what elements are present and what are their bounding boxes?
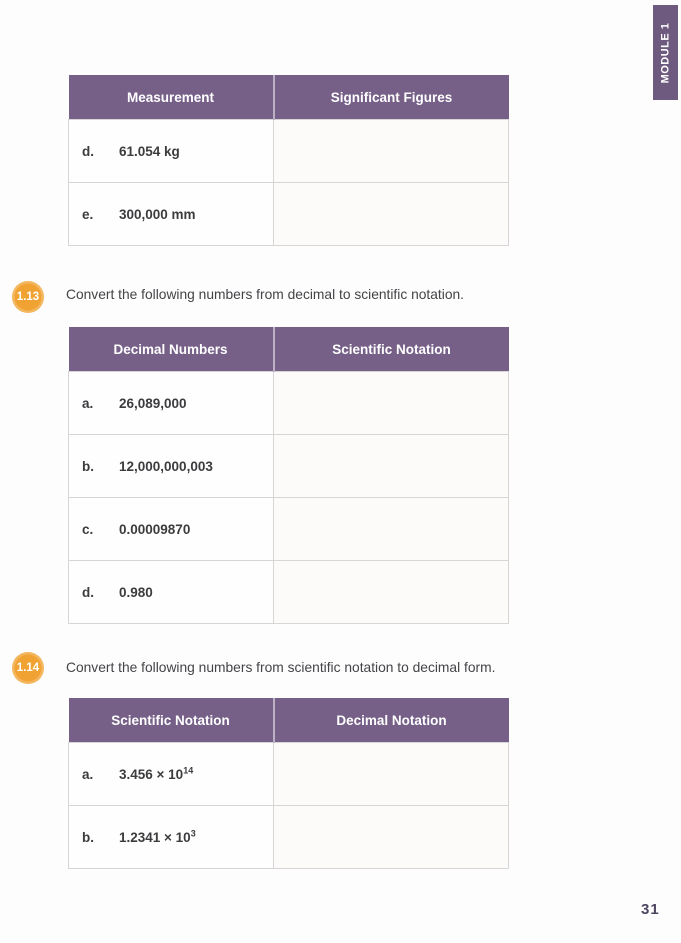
row-value: 0.980 <box>119 584 153 600</box>
measurement-entry <box>69 144 273 159</box>
column-header-scientific-notation: Scientific Notation <box>69 698 274 743</box>
row-value: 26,089,000 <box>119 395 187 411</box>
answer-cell <box>274 498 509 561</box>
table-header-row <box>69 75 509 120</box>
table-row <box>69 435 509 498</box>
exercise-badge-1-14 <box>12 652 44 684</box>
answer-cell <box>274 372 509 435</box>
page-number: 31 <box>641 901 660 918</box>
table-row <box>69 561 509 624</box>
answer-cell <box>274 743 509 806</box>
exercise-number: 1.13 <box>16 291 40 303</box>
table-row <box>69 743 509 806</box>
exponent: 14 <box>183 765 194 775</box>
row-label: c. <box>82 521 94 537</box>
exercise-prompt-1-14: Convert the following numbers from scientific notation to decimal form. <box>66 660 496 675</box>
number-entry <box>69 522 273 537</box>
exponent: 3 <box>190 828 196 838</box>
row-value: $1.2341 \times 10^3$ <box>119 828 196 845</box>
significant-figures-table <box>68 75 509 246</box>
number-entry <box>69 396 273 411</box>
row-label: b. <box>82 829 94 845</box>
answer-cell <box>274 120 509 183</box>
column-header-scientific-notation: Scientific Notation <box>274 327 509 372</box>
row-label: d. <box>82 143 94 159</box>
module-tab-label: MODULE 1 <box>659 22 672 83</box>
table-row <box>69 372 509 435</box>
number-entry <box>69 585 273 600</box>
answer-cell <box>274 183 509 246</box>
column-header-decimal-numbers: Decimal Numbers <box>69 327 274 372</box>
row-label: e. <box>82 206 94 222</box>
table-row <box>69 120 509 183</box>
row-value: 61.054 kg <box>119 143 180 159</box>
row-value: $3.456 \times 10^{14}$ <box>119 765 194 782</box>
row-label: b. <box>82 458 94 474</box>
measurement-entry <box>69 207 273 222</box>
row-value: 12,000,000,003 <box>119 458 213 474</box>
answer-cell <box>274 806 509 869</box>
number-entry <box>69 830 273 845</box>
decimal-to-scientific-table <box>68 327 509 624</box>
number-entry <box>69 767 273 782</box>
table-row <box>69 498 509 561</box>
table-row <box>69 806 509 869</box>
column-header-significant-figures: Significant Figures <box>274 75 509 120</box>
scientific-to-decimal-table <box>68 698 509 869</box>
row-value: 300,000 mm <box>119 206 196 222</box>
row-label: a. <box>82 395 94 411</box>
answer-cell <box>274 435 509 498</box>
table-header-row <box>69 698 509 743</box>
table-header-row <box>69 327 509 372</box>
column-header-decimal-notation: Decimal Notation <box>274 698 509 743</box>
row-label: a. <box>82 766 94 782</box>
number-entry <box>69 459 273 474</box>
module-tab <box>653 5 678 100</box>
row-value: 0.00009870 <box>119 521 191 537</box>
exercise-prompt-1-13: Convert the following numbers from decimal to scientific notation. <box>66 287 464 302</box>
exercise-number: 1.14 <box>16 662 40 674</box>
exercise-badge-1-13 <box>12 281 44 313</box>
column-header-measurement: Measurement <box>69 75 274 120</box>
row-label: d. <box>82 584 94 600</box>
table-row <box>69 183 509 246</box>
answer-cell <box>274 561 509 624</box>
